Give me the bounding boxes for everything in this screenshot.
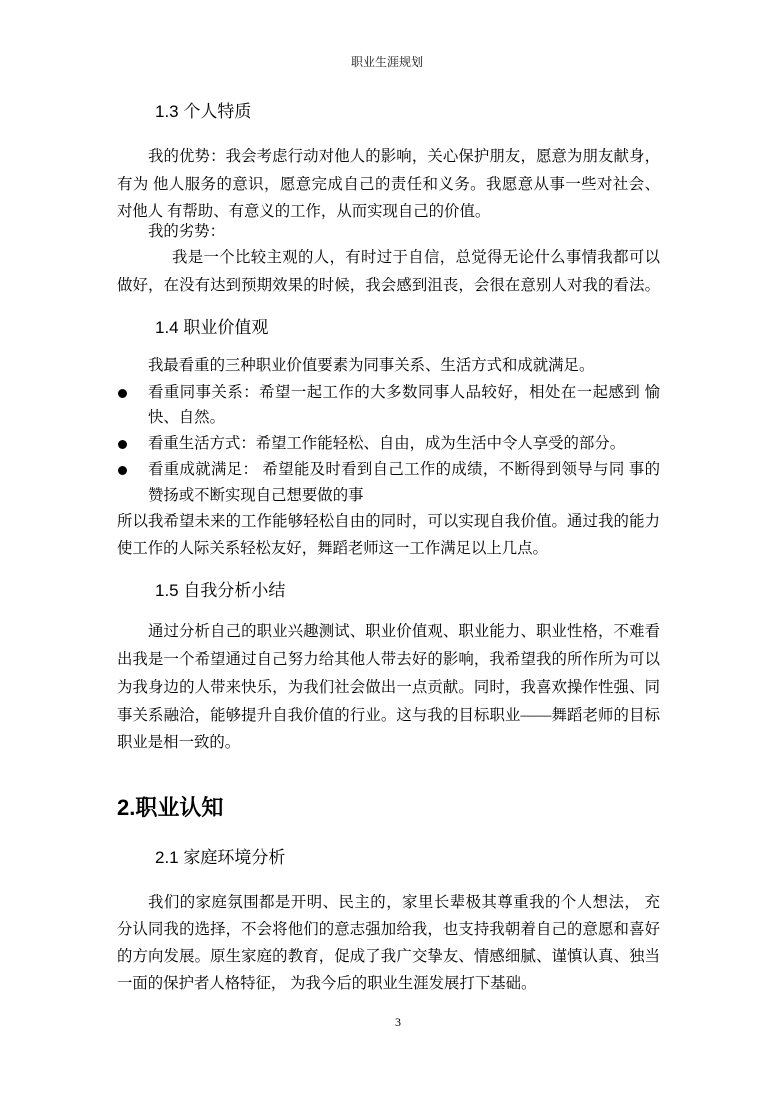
section-heading-1-3: 1.3 个人特质 [155, 102, 252, 121]
weakness-line: 做好，在没有达到预期效果的时候，我会感到沮丧，会很在意别人对我的看法。 [117, 277, 660, 294]
bullet-line: 快、自然。 [148, 409, 225, 426]
summary-line: 出我是一个希望通过自己努力给其他人带去好的影响，我希望我的所作所为可以 [117, 651, 660, 668]
section-heading-1-5: 1.5 自我分析小结 [155, 581, 286, 600]
summary-line: 职业是相一致的。 [117, 734, 241, 751]
bullet-line: 看重生活方式：希望工作能轻松、自由，成为生活中令人享受的部分。 [148, 435, 626, 452]
bullet-line: 看重成就满足： 希望能及时看到自己工作的成绩，不断得到领导与同 事的 [148, 461, 660, 478]
summary-line: 为我身边的人带来快乐，为我们社会做出一点贡献。同时，我喜欢操作性强、同 [117, 679, 660, 696]
section-heading-1-4: 1.4 职业价值观 [155, 318, 269, 337]
family-line: 一面的保护者人格特征， 为我今后的职业生涯发展打下基础。 [117, 975, 537, 992]
bullet-icon [118, 466, 127, 475]
bullet-icon [118, 440, 127, 449]
strengths-line: 对他人 有帮助、有意义的工作，从而实现自己的价值。 [117, 203, 491, 220]
values-intro: 我最看重的三种职业价值要素为同事关系、生活方式和成就满足。 [148, 357, 595, 374]
section-heading-2-1: 2.1 家庭环境分析 [155, 848, 286, 867]
family-line: 我们的家庭氛围都是开明、民主的，家里长辈极其尊重我的个人想法， 充 [148, 894, 660, 911]
family-line: 分认同我的选择，不会将他们的意志强加给我，也支持我朝着自己的意愿和喜好 [117, 921, 660, 938]
running-header: 职业生涯规划 [350, 55, 423, 69]
strengths-line: 有为 他人服务的意识，愿意完成自己的责任和义务。我愿意从事一些对社会、 [117, 176, 660, 193]
summary-line: 事关系融洽，能够提升自我价值的行业。这与我的目标职业——舞蹈老师的目标 [117, 707, 660, 724]
conclusion-line: 使工作的人际关系轻松友好，舞蹈老师这一工作满足以上几点。 [117, 540, 548, 557]
conclusion-line: 所以我希望未来的工作能够轻松自由的同时，可以实现自我价值。通过我的能力 [117, 513, 660, 530]
strengths-line: 我的优势：我会考虑行动对他人的影响，关心保护朋友，愿意为朋友献身， [148, 148, 660, 165]
weakness-label: 我的劣势： [148, 223, 225, 240]
chapter-heading-2: 2.职业认知 [117, 795, 224, 820]
summary-line: 通过分析自己的职业兴趣测试、职业价值观、职业能力、职业性格，不难看 [148, 623, 660, 640]
page-number: 3 [395, 1015, 401, 1029]
bullet-line: 看重同事关系：希望一起工作的大多数同事人品较好，相处在一起感到 愉 [148, 384, 660, 401]
bullet-line: 赞扬或不断实现自己想要做的事 [148, 487, 364, 504]
family-line: 的方向发展。原生家庭的教育，促成了我广交挚友、情感细腻、谨慎认真、独当 [117, 948, 660, 965]
weakness-line: 我是一个比较主观的人，有时过于自信，总觉得无论什么事情我都可以 [172, 249, 660, 266]
bullet-icon [118, 389, 127, 398]
